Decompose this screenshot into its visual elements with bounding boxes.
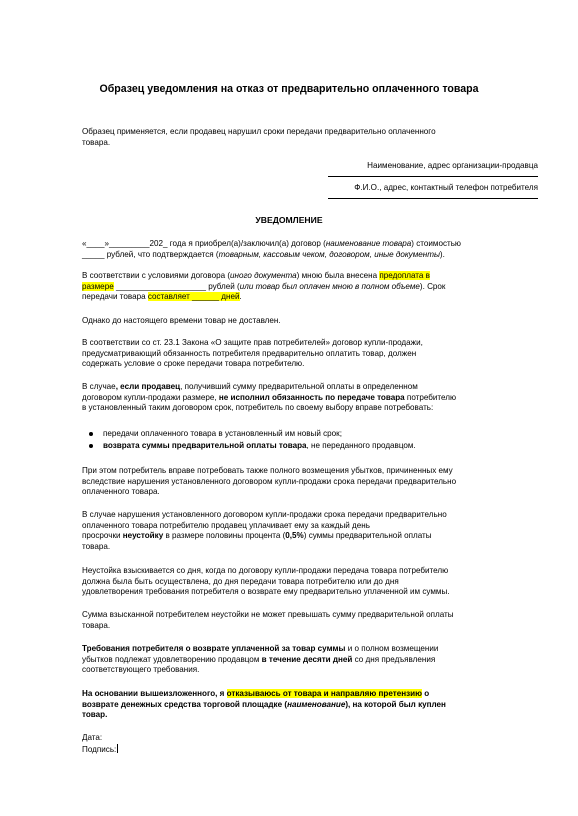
damages-paragraph: При этом потребитель вправе потребовать также полного возмещения убытков, причиненных ему вследствие нарушения установленного договором купли-продажи срока передачи предварительно оплаченного товара.	[82, 466, 457, 497]
list-item: возврата суммы предварительной оплаты товара, не переданного продавцом.	[103, 441, 416, 452]
penalty-paragraph: В случае нарушения установленного договором купли-продажи срока передачи предварительно оплаченного товара потребителю продавец уплачивает ему за каждый день просрочки неустойку в размере половины процента (0,5%) суммы предварительной оплаты товара.	[82, 510, 447, 551]
refund-terms-paragraph: Требования потребителя о возврате уплаченной за товар суммы и о полном возмещении убытков подлежат удовлетворению продавцом в течение десяти дней со дня предъявления соответствующего требования.	[82, 644, 439, 675]
bullet-icon	[89, 444, 93, 448]
purchase-paragraph: «____»_________202_ года я приобрел(а)/заключил(а) договор (наименование товара) стоимостью _____ рублей, что подтверждается (товарным, кассовым чеком, договором, иные документы).	[82, 239, 462, 259]
seller-failure-paragraph: В случае, если продавец, получивший сумму предварительной оплаты в определенном договором купли-продажи размере, не исполнил обязанность по передаче товара потребителю в установленный таким договором срок, потребитель по своему выбору вправе потребовать:	[82, 382, 457, 413]
intro-paragraph: Образец применяется, если продавец нарушил сроки передачи предварительно оплаченного товара.	[82, 127, 436, 147]
seller-details-line	[328, 176, 538, 177]
list-item: передачи оплаченного товара в установленный им новый срок;	[103, 429, 342, 440]
penalty-period-paragraph: Неустойка взыскивается со дня, когда по договору купли-продажи передача товара потребителю должна была быть осуществлена, до дня передачи товара потребителю или до дня удовлетворения требования потребителя о возврате ему предварительно уплаченной им суммы.	[82, 566, 450, 597]
date-label: Дата:	[82, 733, 103, 742]
text-cursor[interactable]	[117, 744, 118, 753]
not-delivered-paragraph: Однако до настоящего времени товар не доставлен.	[82, 316, 281, 325]
conclusion-paragraph: На основании вышеизложенного, я отказываюсь от товара и направляю претензию о возврате денежных средства торговой площадке (наименование), на которой был куплен товар.	[82, 689, 446, 720]
notice-heading: УВЕДОМЛЕНИЕ	[255, 215, 323, 225]
bullet-icon	[89, 432, 93, 436]
signature-block	[82, 733, 542, 755]
penalty-limit-paragraph: Сумма взысканной потребителем неустойки не может превышать сумму предварительной оплаты товара.	[82, 610, 454, 630]
seller-details-label: Наименование, адрес организации-продавца	[367, 161, 538, 170]
document-title: Образец уведомления на отказ от предварительно оплаченного товара	[99, 83, 479, 95]
law-paragraph: В соответствии со ст. 23.1 Закона «О защите прав потребителей» договор купли-продажи, предусматривающий обязанность потребителя предварительно оплатить товар, должен содержать условие о сроке передачи товара потребителю.	[82, 338, 423, 369]
prepayment-paragraph: В соответствии с условиями договора (иного документа) мною была внесена предоплата в размере ____________________ рублей (или товар был оплачен мною в полном объеме). Срок передачи товара составляет ______ дней.	[82, 271, 446, 302]
consumer-details-label: Ф.И.О., адрес, контактный телефон потребителя	[354, 183, 538, 192]
consumer-details-line	[328, 198, 538, 199]
signature-label: Подпись:	[82, 744, 117, 754]
